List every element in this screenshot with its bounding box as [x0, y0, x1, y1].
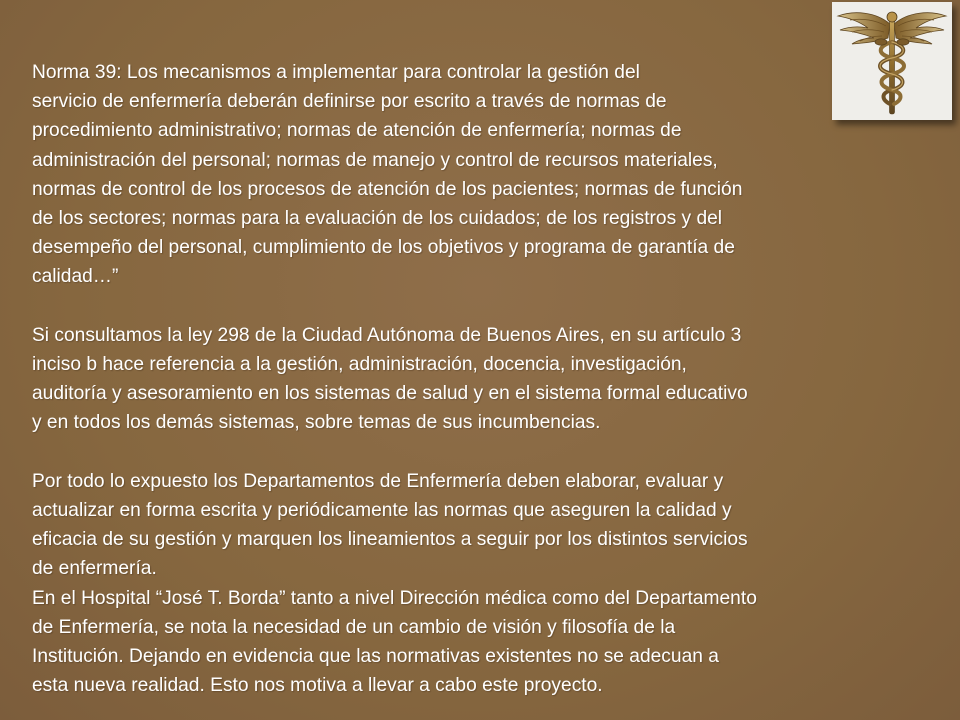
- paragraph-hospital-borda: En el Hospital “José T. Borda” tanto a nivel Dirección médica como del Departamento de Enfermería, se nota la necesidad de un cambio de visión y filosofía de la Institución. Dejando en evidencia que las normativas existentes no se adecuan a esta nueva realidad. Esto nos motiva a llevar a cabo este proyecto.: [32, 587, 757, 697]
- paragraph-gap: [32, 438, 952, 467]
- paragraph-gap: [32, 292, 952, 321]
- body-text: [32, 58, 952, 700]
- paragraph-ley-298: Si consultamos la ley 298 de la Ciudad Autónoma de Buenos Aires, en su artículo 3 inciso b hace referencia a la gestión, administración, docencia, investigación, auditoría y asesoramiento en los sistemas de salud y en el sistema formal educativo y en todos los demás sistemas, sobre temas de sus incumbencias.: [32, 324, 748, 434]
- paragraph-norma-39: Norma 39: Los mecanismos a implementar para controlar la gestión del servicio de enfermería deberán definirse por escrito a través de normas de procedimiento administrativo; normas de atención de enfermería; normas de administración del personal; normas de manejo y control de recursos materiales, normas de control de los procesos de atención de los pacientes; normas de función de los sectores; normas para la evaluación de los cuidados; de los registros y del desempeño del personal, cumplimiento de los objetivos y programa de garantía de calidad…”: [32, 62, 743, 288]
- paragraph-departamentos: Por todo lo expuesto los Departamentos de Enfermería deben elaborar, evaluar y actualizar en forma escrita y periódicamente las normas que aseguren la calidad y eficacia de su gestión y marquen los lineamientos a seguir por los distintos servicios de enfermería.: [32, 470, 748, 580]
